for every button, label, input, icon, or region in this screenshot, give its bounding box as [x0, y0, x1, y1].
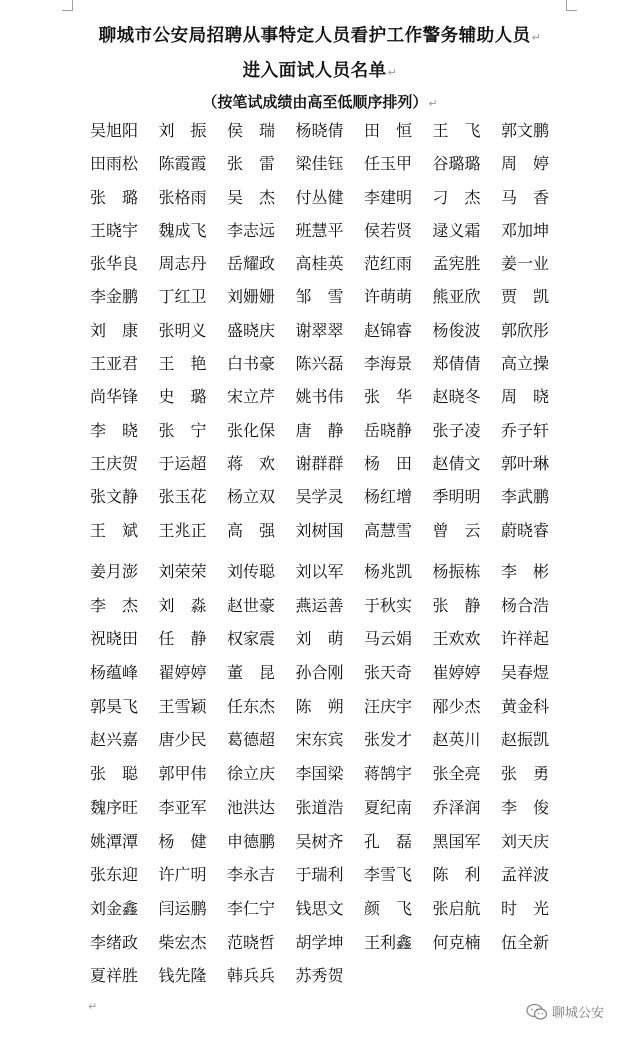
- name-cell: 杨蕴峰: [90, 663, 139, 683]
- name-cell: 夏祥胜: [90, 966, 139, 986]
- name-cell: 董 昆: [227, 663, 276, 683]
- name-cell: 范晓哲: [227, 932, 276, 952]
- name-cell: 赵世豪: [227, 595, 276, 615]
- name-cell: 姚书伟: [295, 387, 344, 407]
- name-cell: 张子凌: [432, 420, 481, 440]
- name-cell: 周 婷: [501, 154, 550, 174]
- name-cell: 陈 朔: [295, 696, 344, 716]
- name-cell: 赵晓冬: [432, 387, 481, 407]
- name-cell: 郭昊飞: [90, 696, 139, 716]
- paragraph-mark: ↵: [88, 1000, 98, 1013]
- name-cell: 梁佳钰: [295, 154, 344, 174]
- name-cell: 陈 利: [432, 865, 481, 885]
- name-cell: 白书豪: [227, 354, 276, 374]
- name-cell: 于瑞利: [295, 865, 344, 885]
- name-cell: 李仁宁: [227, 898, 276, 918]
- name-cell: 陈兴磊: [295, 354, 344, 374]
- name-cell: 李海景: [364, 354, 413, 374]
- name-cell: 魏序旺: [90, 797, 139, 817]
- name-cell: 申德鹏: [227, 831, 276, 851]
- name-cell: 乔泽润: [432, 797, 481, 817]
- name-cell: 邹 雪: [295, 287, 344, 307]
- name-cell: 宋立芹: [227, 387, 276, 407]
- paragraph-mark: ↵: [428, 97, 438, 110]
- name-cell: 刘天庆: [501, 831, 550, 851]
- name-cell: 王兆正: [158, 520, 207, 540]
- name-cell: 李永吉: [227, 865, 276, 885]
- name-cell: 杨振栋: [432, 562, 481, 581]
- name-cell: 时 光: [501, 898, 550, 918]
- name-cell: 李武鹏: [501, 487, 550, 507]
- name-cell: 张 璐: [90, 187, 139, 207]
- name-cell: 王 斌: [90, 520, 139, 540]
- name-cell: 张东迎: [90, 865, 139, 885]
- name-cell: 杨合浩: [501, 595, 550, 615]
- name-cell: 郭欣彤: [501, 320, 550, 340]
- name-cell: 翟婷婷: [158, 663, 207, 683]
- name-cell: 尚华锋: [90, 387, 139, 407]
- page-corner-mark: [566, 0, 577, 11]
- name-cell: 闫运鹏: [158, 898, 207, 918]
- name-cell: 孟宪胜: [432, 254, 481, 274]
- name-cell: 郭甲伟: [158, 764, 207, 784]
- name-cell: 赵锦睿: [364, 320, 413, 340]
- name-cell: 田 恒: [364, 121, 413, 140]
- name-cell: 杨 田: [364, 453, 413, 473]
- name-cell: 王庆贺: [90, 453, 139, 473]
- name-cell: 王 飞: [432, 121, 481, 140]
- name-cell: 李 杰: [90, 595, 139, 615]
- name-cell: 钱思文: [295, 898, 344, 918]
- name-cell: 曾 云: [432, 520, 481, 540]
- name-cell: 杨 健: [158, 831, 207, 851]
- name-cell: 熊亚欣: [432, 287, 481, 307]
- name-cell: 李 彬: [501, 562, 550, 581]
- name-cell: 赵英川: [432, 730, 481, 750]
- name-cell: 燕运善: [295, 595, 344, 615]
- name-cell: 张全亮: [432, 764, 481, 784]
- name-cell: 池洪达: [227, 797, 276, 817]
- names-table-group-1: [90, 121, 570, 554]
- name-cell: 吴学灵: [295, 487, 344, 507]
- title-line-2: 进入面试人员名单: [242, 61, 387, 81]
- name-cell: 高立操: [501, 354, 550, 374]
- name-cell: 刘金鑫: [90, 898, 139, 918]
- name-cell: 王 艳: [158, 354, 207, 374]
- name-cell: 谷璐璐: [432, 154, 481, 174]
- name-cell: 丁红卫: [158, 287, 207, 307]
- name-cell: 张 华: [364, 387, 413, 407]
- name-cell: 张 宁: [158, 420, 207, 440]
- name-cell: 徐立庆: [227, 764, 276, 784]
- name-cell: 贾 凯: [501, 287, 550, 307]
- name-cell: 黑国军: [432, 831, 481, 851]
- name-cell: 伍全新: [501, 932, 550, 952]
- name-cell: 姚潭潭: [90, 831, 139, 851]
- name-cell: 高 强: [227, 520, 276, 540]
- name-cell: 王利鑫: [364, 932, 413, 952]
- title-line-1: 聊城市公安局招聘从事特定人员看护工作警务辅助人员: [98, 26, 531, 46]
- name-cell: 权家震: [227, 629, 276, 649]
- watermark-text: 聊城公安: [552, 1006, 605, 1021]
- name-cell: 钱先隆: [158, 966, 207, 986]
- wechat-icon: [526, 1003, 548, 1021]
- name-cell: 吴旭阳: [90, 121, 139, 140]
- name-cell: 李建明: [364, 187, 413, 207]
- name-cell: 刘 振: [158, 121, 207, 140]
- name-cell: 姜一业: [501, 254, 550, 274]
- name-cell: 孙合刚: [295, 663, 344, 683]
- name-cell: 高桂英: [295, 254, 344, 274]
- name-cell: 汪庆宇: [364, 696, 413, 716]
- name-cell: 杨俊波: [432, 320, 481, 340]
- name-cell: 许萌萌: [364, 287, 413, 307]
- name-cell: 王亚君: [90, 354, 139, 374]
- name-cell: 王欢欢: [432, 629, 481, 649]
- name-cell: 张 勇: [501, 764, 550, 784]
- name-cell: 孔 磊: [364, 831, 413, 851]
- name-cell: 刘荣荣: [158, 562, 207, 581]
- name-cell: 谢群群: [295, 453, 344, 473]
- name-cell: 王晓宇: [90, 220, 139, 240]
- name-cell: 唐 静: [295, 420, 344, 440]
- name-cell: 姜月澎: [90, 562, 139, 581]
- name-cell: 蒋 欢: [227, 453, 276, 473]
- name-cell: 张发才: [364, 730, 413, 750]
- name-cell: 韩兵兵: [227, 966, 276, 986]
- name-cell: 葛德超: [227, 730, 276, 750]
- name-cell: 李雪飞: [364, 865, 413, 885]
- name-cell: 付丛健: [295, 187, 344, 207]
- name-cell: 田雨松: [90, 154, 139, 174]
- name-cell: 张 静: [432, 595, 481, 615]
- name-cell: 任玉甲: [364, 154, 413, 174]
- name-cell: 邴少杰: [432, 696, 481, 716]
- name-cell: 岳晓静: [364, 420, 413, 440]
- name-cell: 盛晓庆: [227, 320, 276, 340]
- name-cell: 杨红增: [364, 487, 413, 507]
- name-cell: 李金鹏: [90, 287, 139, 307]
- name-cell: 马云娟: [364, 629, 413, 649]
- names-table-group-2: [90, 562, 570, 1000]
- name-cell: 张明义: [158, 320, 207, 340]
- name-cell: 郭文鹏: [501, 121, 550, 140]
- name-cell: 高慧雪: [364, 520, 413, 540]
- name-cell: 侯 瑞: [227, 121, 276, 140]
- name-cell: 任 静: [158, 629, 207, 649]
- name-cell: 陈霞霞: [158, 154, 207, 174]
- name-cell: 马 香: [501, 187, 550, 207]
- name-cell: 杨晓倩: [295, 121, 344, 140]
- name-cell: 周 晓: [501, 387, 550, 407]
- name-cell: 谢翠翠: [295, 320, 344, 340]
- name-cell: 颜 飞: [364, 898, 413, 918]
- name-cell: 张格雨: [158, 187, 207, 207]
- name-cell: 张 雷: [227, 154, 276, 174]
- document-subtitle: [0, 91, 640, 112]
- name-cell: 赵倩文: [432, 453, 481, 473]
- name-cell: 刘以军: [295, 562, 344, 581]
- name-cell: 李亚军: [158, 797, 207, 817]
- name-cell: 郭叶琳: [501, 453, 550, 473]
- name-cell: 刘姗姗: [227, 287, 276, 307]
- name-cell: 宋东宾: [295, 730, 344, 750]
- name-cell: 于秋实: [364, 595, 413, 615]
- name-cell: 张玉花: [158, 487, 207, 507]
- name-cell: 刘 康: [90, 320, 139, 340]
- name-cell: 李 俊: [501, 797, 550, 817]
- name-cell: 季明明: [432, 487, 481, 507]
- name-cell: 唐少民: [158, 730, 207, 750]
- name-cell: 孟祥波: [501, 865, 550, 885]
- name-cell: 崔婷婷: [432, 663, 481, 683]
- name-cell: 胡学坤: [295, 932, 344, 952]
- watermark: [526, 1002, 604, 1021]
- name-cell: 张天奇: [364, 663, 413, 683]
- name-cell: 魏成飞: [158, 220, 207, 240]
- name-cell: 蒋鹄宇: [364, 764, 413, 784]
- name-cell: 邓加坤: [501, 220, 550, 240]
- name-cell: 杨立双: [227, 487, 276, 507]
- name-cell: 李国梁: [295, 764, 344, 784]
- name-cell: 史 璐: [158, 387, 207, 407]
- name-cell: 夏纪南: [364, 797, 413, 817]
- name-cell: 张启航: [432, 898, 481, 918]
- name-cell: 张道浩: [295, 797, 344, 817]
- document-title: [0, 22, 640, 47]
- name-cell: 赵振凯: [501, 730, 550, 750]
- page-corner-mark: [62, 0, 73, 11]
- name-cell: 李志远: [227, 220, 276, 240]
- name-cell: 赵兴嘉: [90, 730, 139, 750]
- name-cell: 刘传聪: [227, 562, 276, 581]
- name-cell: 祝晓田: [90, 629, 139, 649]
- name-cell: 吴树齐: [295, 831, 344, 851]
- name-cell: 蔚晓睿: [501, 520, 550, 540]
- name-cell: 刘 萌: [295, 629, 344, 649]
- name-cell: 于运超: [158, 453, 207, 473]
- document-title-line-2: [0, 57, 640, 82]
- name-cell: 逯义霜: [432, 220, 481, 240]
- name-cell: 张化保: [227, 420, 276, 440]
- name-cell: 乔子轩: [501, 420, 550, 440]
- name-cell: 班慧平: [295, 220, 344, 240]
- name-cell: 何克楠: [432, 932, 481, 952]
- name-cell: 李 晓: [90, 420, 139, 440]
- name-cell: 张 聪: [90, 764, 139, 784]
- name-cell: 郑倩倩: [432, 354, 481, 374]
- name-cell: 王雪颖: [158, 696, 207, 716]
- name-cell: 吴春煜: [501, 663, 550, 683]
- name-cell: 吴 杰: [227, 187, 276, 207]
- subtitle-text: （按笔试成绩由高至低顺序排列）: [202, 93, 428, 111]
- name-cell: 刘 淼: [158, 595, 207, 615]
- name-cell: 柴宏杰: [158, 932, 207, 952]
- paragraph-mark: ↵: [387, 66, 398, 79]
- name-cell: 侯若贤: [364, 220, 413, 240]
- name-cell: 范红雨: [364, 254, 413, 274]
- name-cell: 李绪政: [90, 932, 139, 952]
- name-cell: 黄金科: [501, 696, 550, 716]
- name-cell: 杨兆凯: [364, 562, 413, 581]
- name-cell: 周志丹: [158, 254, 207, 274]
- name-cell: 许广明: [158, 865, 207, 885]
- name-cell: 刁 杰: [432, 187, 481, 207]
- name-cell: 张华良: [90, 254, 139, 274]
- paragraph-mark: ↵: [531, 31, 542, 44]
- name-cell: 任东杰: [227, 696, 276, 716]
- name-cell: 刘树国: [295, 520, 344, 540]
- name-cell: 苏秀贺: [295, 966, 344, 986]
- name-cell: 许祥起: [501, 629, 550, 649]
- name-cell: 岳耀政: [227, 254, 276, 274]
- name-cell: 张文静: [90, 487, 139, 507]
